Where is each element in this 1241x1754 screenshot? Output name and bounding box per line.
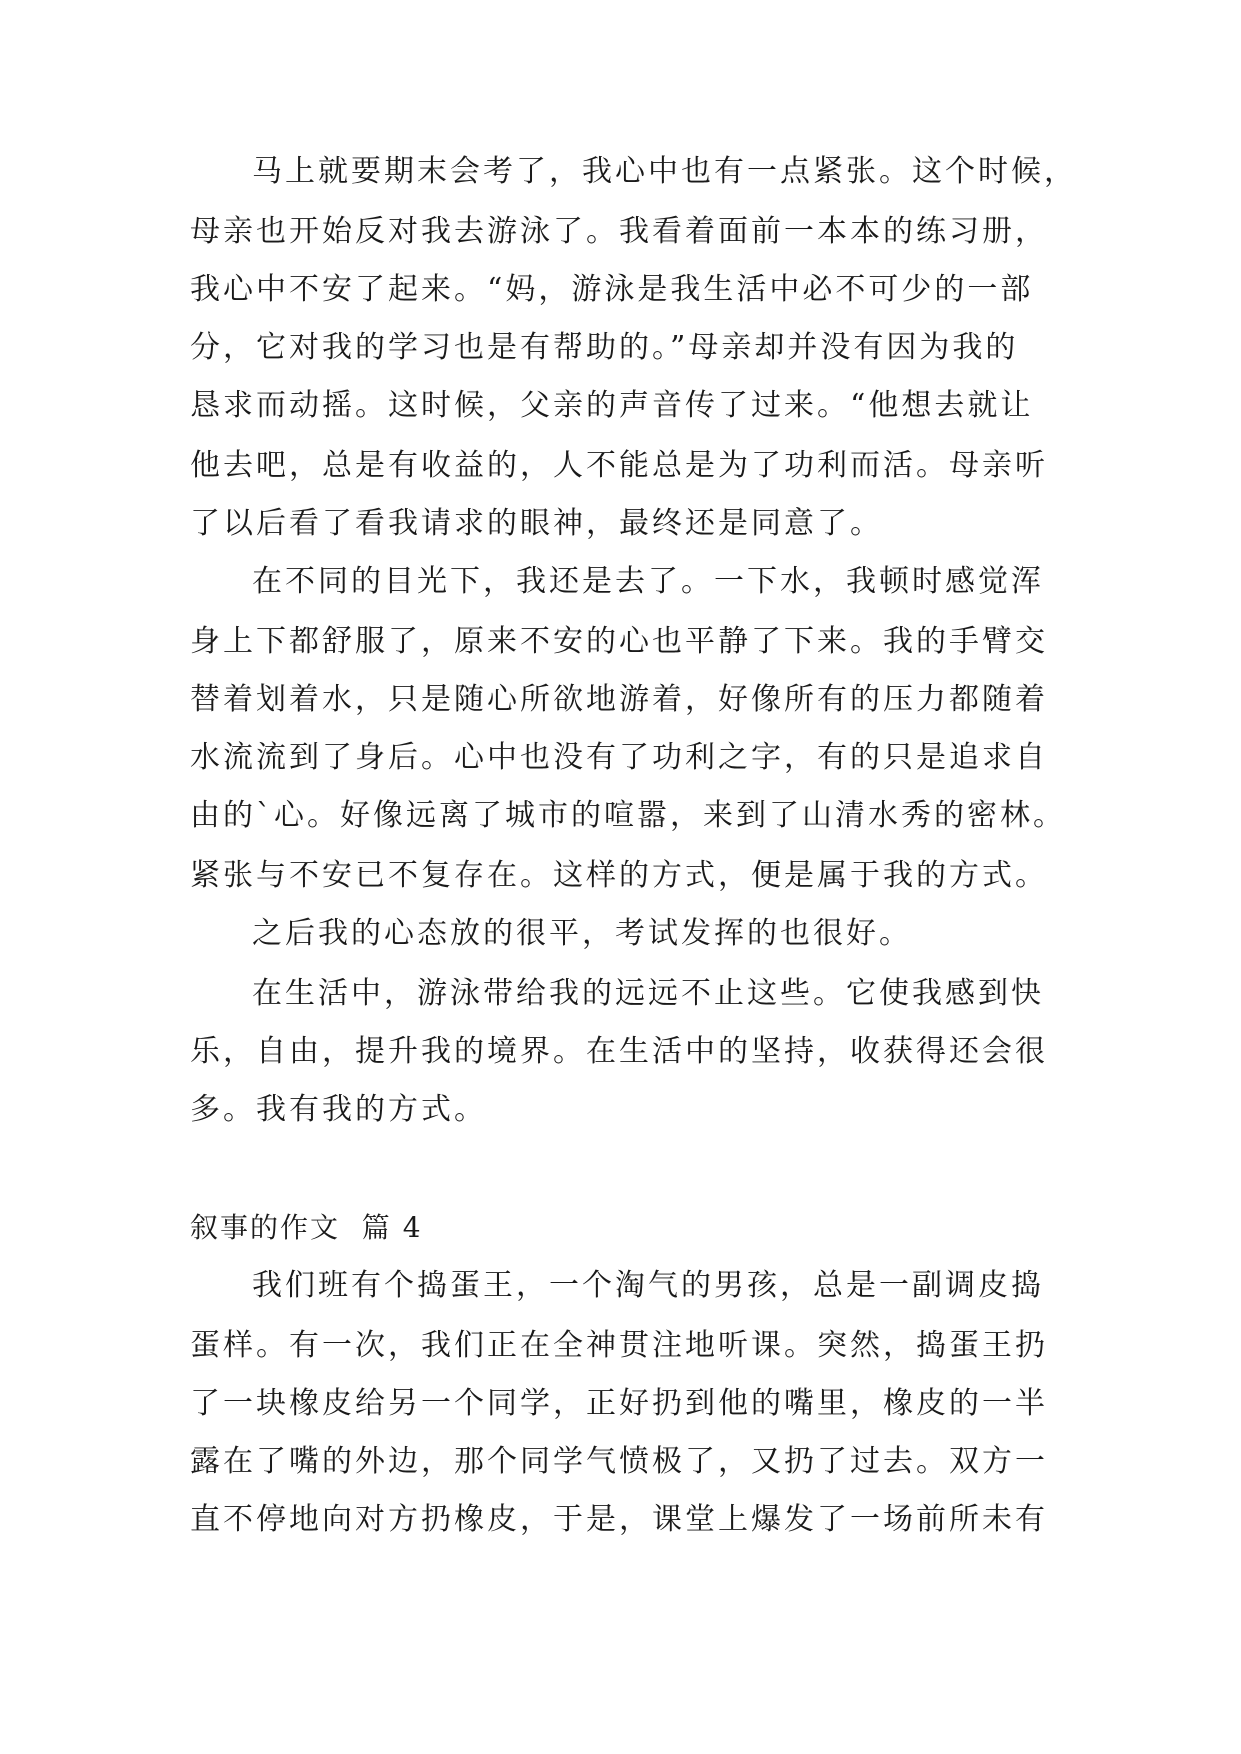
text-line: 由的`心。好像远离了城市的喧嚣，来到了山清水秀的密林。: [190, 798, 1066, 833]
text-line: 替着划着水，只是随心所欲地游着，好像所有的压力都随着: [190, 682, 1048, 717]
text-line: 多。我有我的方式。: [190, 1092, 487, 1127]
text-line: 在不同的目光下，我还是去了。一下水，我顿时感觉浑: [252, 564, 1044, 599]
text-line: 身上下都舒服了，原来不安的心也平静了下来。我的手臂交: [190, 624, 1048, 659]
text-line: 蛋样。有一次，我们正在全神贯注地听课。突然，捣蛋王扔: [190, 1328, 1048, 1363]
section-heading: 叙事的作文 篇 4: [190, 1211, 423, 1244]
text-line: 水流流到了身后。心中也没有了功利之字，有的只是追求自: [190, 740, 1048, 775]
text-line: 了以后看了看我请求的眼神，最终还是同意了。: [190, 506, 883, 541]
text-line: 他去吧，总是有收益的，人不能总是为了功利而活。母亲听: [190, 448, 1048, 483]
text-line: 了一块橡皮给另一个同学，正好扔到他的嘴里，橡皮的一半: [190, 1386, 1048, 1421]
text-line: 马上就要期末会考了，我心中也有一点紧张。这个时候，: [252, 154, 1077, 189]
text-line: 乐，自由，提升我的境界。在生活中的坚持，收获得还会很: [190, 1034, 1048, 1069]
text-line: 露在了嘴的外边，那个同学气愤极了，又扔了过去。双方一: [190, 1444, 1048, 1479]
text-line: 紧张与不安已不复存在。这样的方式，便是属于我的方式。: [190, 858, 1048, 893]
text-line: 母亲也开始反对我去游泳了。我看着面前一本本的练习册，: [190, 214, 1048, 249]
text-line: 恳求而动摇。这时候，父亲的声音传了过来。“他想去就让: [190, 388, 1034, 423]
text-line: 我们班有个捣蛋王，一个淘气的男孩，总是一副调皮捣: [252, 1268, 1044, 1303]
text-line: 之后我的心态放的很平，考试发挥的也很好。: [252, 916, 912, 951]
text-line: 在生活中，游泳带给我的远远不止这些。它使我感到快: [252, 976, 1044, 1011]
text-line: 分，它对我的学习也是有帮助的。”母亲却并没有因为我的: [190, 330, 1019, 365]
text-line: 直不停地向对方扔橡皮，于是，课堂上爆发了一场前所未有: [190, 1502, 1048, 1537]
text-line: 我心中不安了起来。“妈，游泳是我生活中必不可少的一部: [190, 272, 1034, 307]
